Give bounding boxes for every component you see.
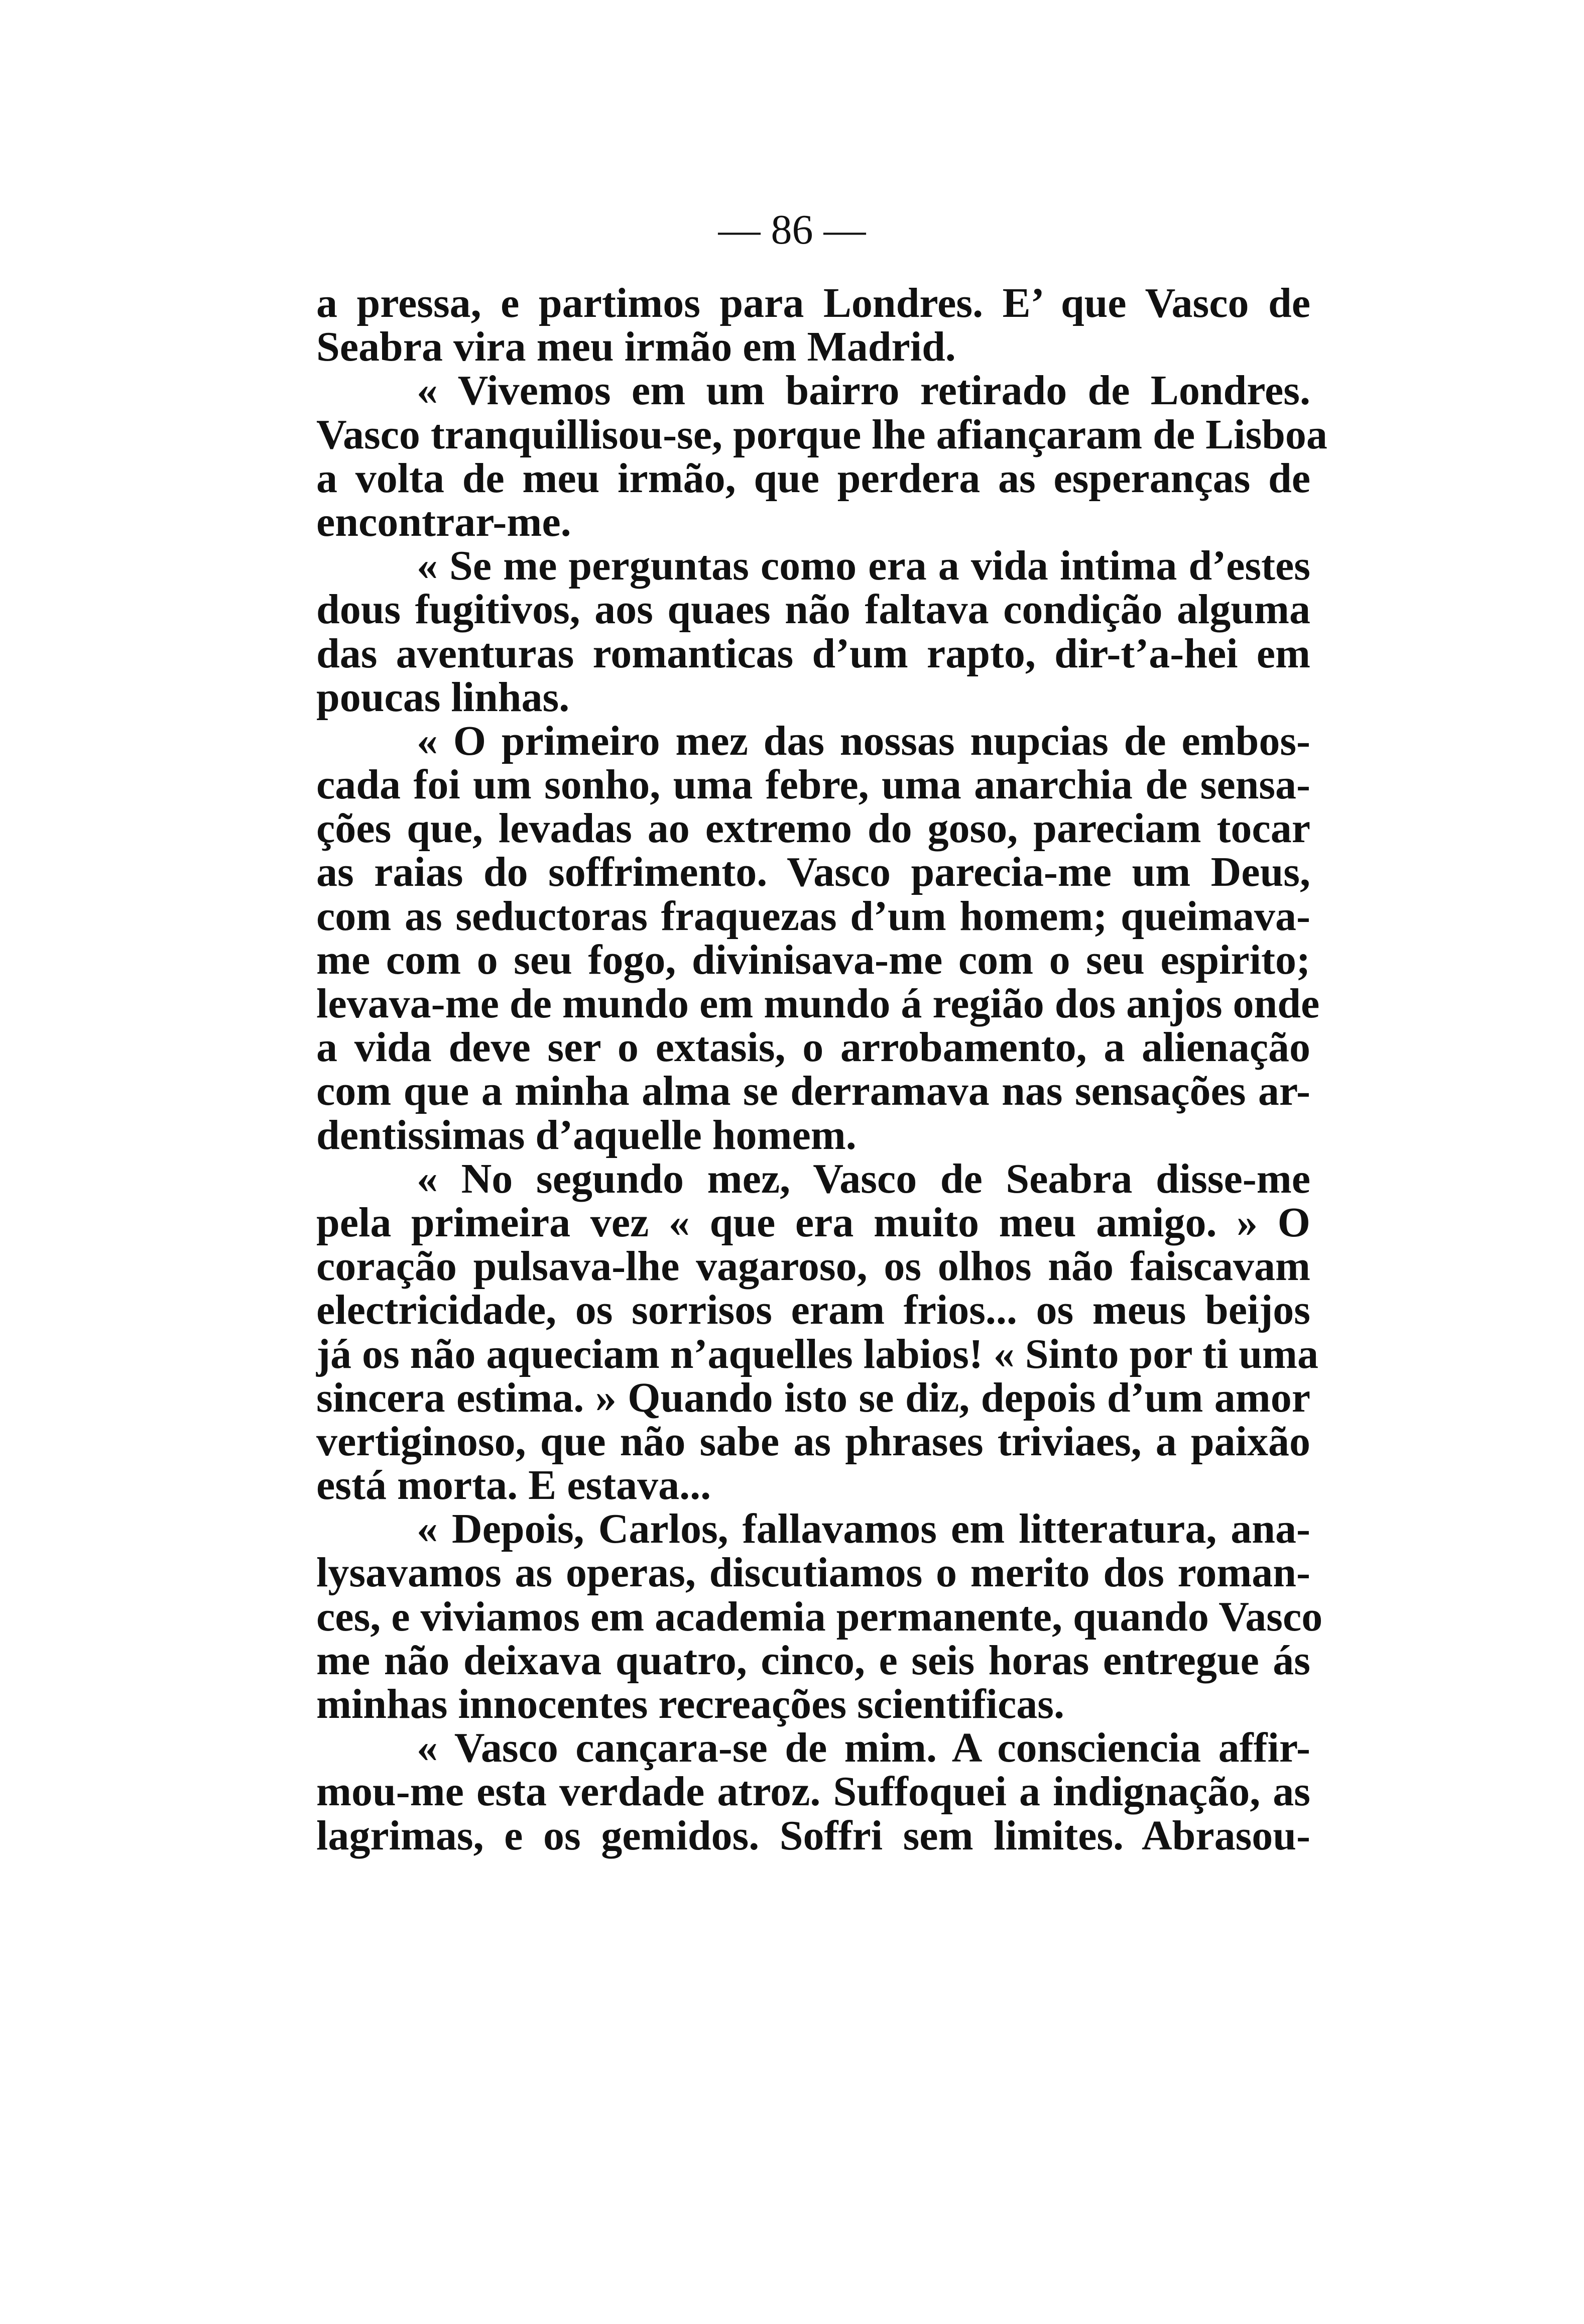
text-line: levava-me de mundo em mundo á região dos anjos onde (316, 980, 1320, 1027)
text-line: minhas innocentes recreações scientificas. (316, 1681, 1064, 1727)
text-line: a pressa, e partimos para Londres. E’ que Vasco de (316, 280, 1310, 326)
text-line: Seabra vira meu irmão em Madrid. (316, 323, 956, 371)
text-line: « Depois, Carlos, fallavamos em litteratura, ana- (417, 1505, 1310, 1553)
text-line: dentissimas d’aquelle homem. (316, 1111, 857, 1158)
text-line: encontrar-me. (316, 498, 571, 545)
text-line: « Vivemos em um bairro retirado de Londres. (417, 367, 1310, 414)
text-line: coração pulsava-lhe vagaroso, os olhos não faiscavam (316, 1243, 1310, 1290)
text-line: me não deixava quatro, cinco, e seis horas entregue ás (316, 1637, 1310, 1684)
text-line: a vida deve ser o extasis, o arrobamento, a alienação (316, 1024, 1310, 1071)
text-line: as raias do soffrimento. Vasco parecia-me um Deus, (316, 849, 1310, 896)
text-line: a volta de meu irmão, que perdera as esperanças de (316, 454, 1310, 502)
text-line: ções que, levadas ao extremo do goso, pareciam tocar (316, 805, 1310, 852)
text-line: mou-me esta verdade atroz. Suffoquei a indignação, as (316, 1768, 1310, 1815)
text-line: já os não aqueciam n’aquelles labios! « Sinto por ti uma (316, 1330, 1319, 1377)
text-line: sincera estima. » Quando isto se diz, depois d’um amor (316, 1374, 1310, 1421)
text-line: Vasco tranquillisou-se, porque lhe afiançaram de Lisboa (316, 411, 1327, 458)
text-line: ces, e viviamos em academia permanente, quando Vasco (316, 1593, 1323, 1640)
page-number: — 86 — (718, 206, 866, 253)
text-line: pela primeira vez « que era muito meu amigo. » O (316, 1199, 1310, 1246)
body-text (316, 280, 1327, 1859)
text-line: vertiginoso, que não sabe as phrases triviaes, a paixão (316, 1418, 1310, 1465)
text-line: me com o seu fogo, divinisava-me com o seu espirito; (316, 936, 1310, 983)
text-line: electricidade, os sorrisos eram frios... os meus beijos (316, 1287, 1310, 1334)
text-line: dous fugitivos, aos quaes não faltava condição alguma (316, 586, 1310, 633)
text-line: com que a minha alma se derramava nas sensações ar- (316, 1068, 1310, 1115)
text-line: lysavamos as operas, discutiamos o merito dos roman- (316, 1549, 1310, 1596)
text-line: lagrimas, e os gemidos. Soffri sem limites. Abrasou- (316, 1812, 1310, 1859)
text-line: com as seductoras fraquezas d’um homem; queimava- (316, 892, 1310, 940)
text-line: das aventuras romanticas d’um rapto, dir-t’a-hei em (316, 630, 1310, 677)
text-line: « O primeiro mez das nossas nupcias de embos- (417, 717, 1310, 764)
text-line: cada foi um sonho, uma febre, uma anarchia de sensa- (316, 761, 1310, 808)
text-line: « Vasco cançara-se de mim. A consciencia affir- (417, 1724, 1310, 1772)
text-line: poucas linhas. (316, 673, 570, 721)
text-line: está morta. E estava... (316, 1462, 711, 1509)
text-line: « Se me perguntas como era a vida intima d’estes (417, 542, 1310, 590)
text-line: « No segundo mez, Vasco de Seabra disse-me (417, 1155, 1310, 1202)
